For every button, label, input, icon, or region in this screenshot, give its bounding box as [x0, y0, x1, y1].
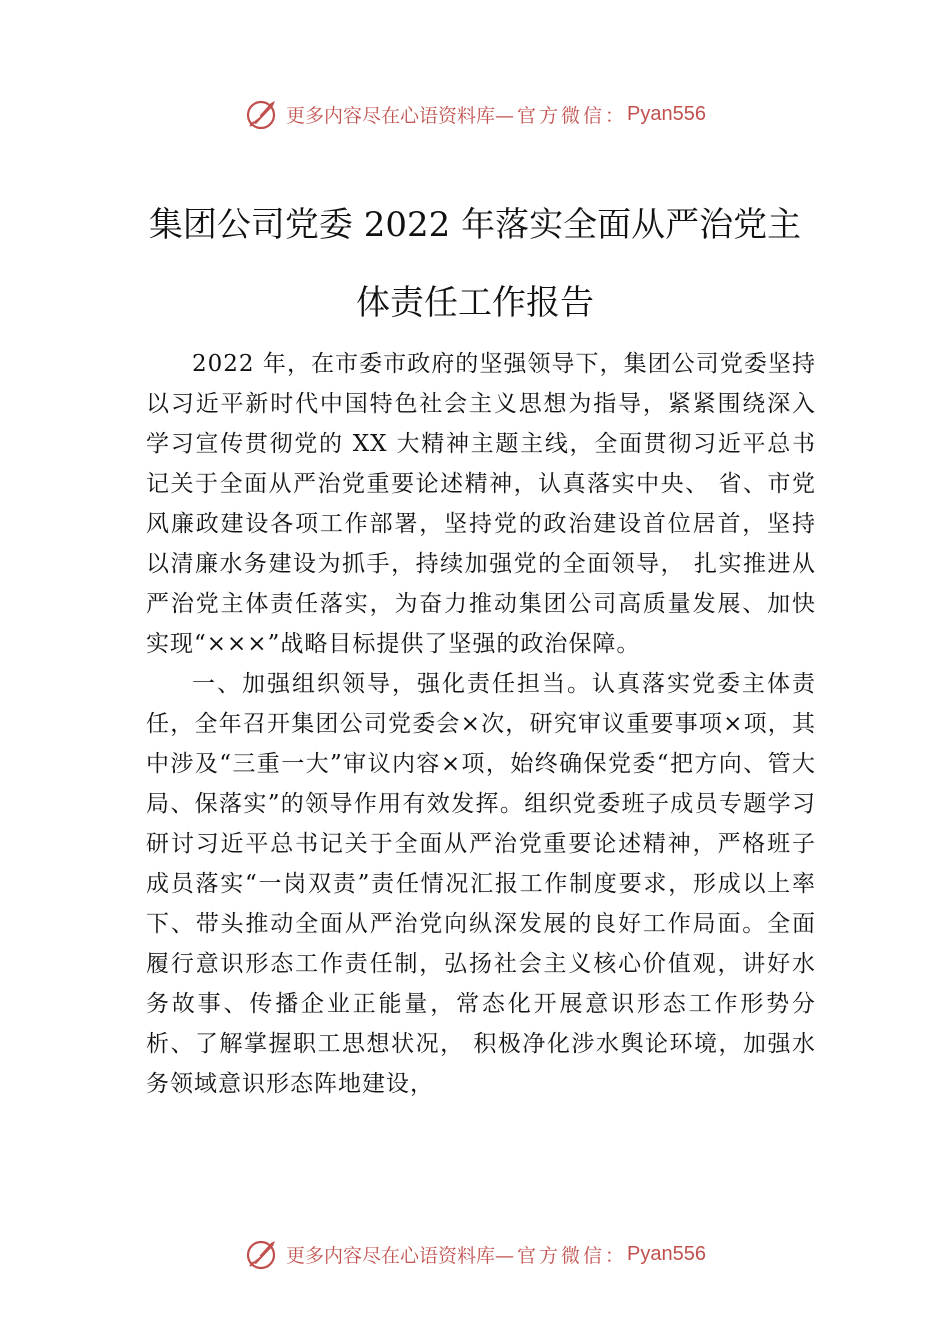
- banner-text: 更多内容尽在心语资料库: [286, 1244, 496, 1267]
- header-banner: [0, 92, 950, 136]
- paragraph-intro: 2022 年，在市委市政府的坚强领导下，集团公司党委坚持以习近平新时代中国特色社会主义思想为指导，紧紧围绕深入学习宣传贯彻党的 XX 大精神主题主线，全面贯彻习近平总书记关于全面从严治党重要论述精神，认真落实中央、 省、市党风廉政建设各项工作部署，坚持党的政治建设首位居首，坚持以清廉水务建设为抓手，持续加强党的全面领导， 扎实推进从严治党主体责任落实，为奋力推动集团公司高质量发展、加快实现“×××”战略目标提供了坚强的政治保障。: [146, 351, 816, 657]
- banner-wechat-id: Pyan556: [627, 1242, 706, 1265]
- document-body: [146, 344, 816, 1104]
- banner-wechat-label: —官方微信：: [495, 104, 628, 127]
- banner-wechat-id: Pyan556: [627, 102, 706, 125]
- paragraph-section-1: 一、加强组织领导，强化责任担当。认真落实党委主体责任，全年召开集团公司党委会×次，研究审议重要事项×项，其中涉及“三重一大”审议内容×项，始终确保党委“把方向、管大局、保落实”的领导作用有效发挥。组织党委班子成员专题学习研讨习近平总书记关于全面从严治党重要论述精神，严格班子成员落实“一岗双责”责任情况汇报工作制度要求，形成以上率下、带头推动全面从严治党向纵深发展的良好工作局面。全面履行意识形态工作责任制，弘扬社会主义核心价值观，讲好水务故事、传播企业正能量，常态化开展意识形态工作形势分析、了解掌握职工思想状况， 积极净化涉水舆论环境，加强水务领域意识形态阵地建设，: [146, 671, 816, 1097]
- banner-wechat-label: —官方微信：: [495, 1244, 628, 1267]
- document-title: [100, 186, 850, 342]
- footer-banner: [0, 1232, 950, 1276]
- title-line-1: 集团公司党委 2022 年落实全面从严治党主: [148, 205, 802, 245]
- banner-text: 更多内容尽在心语资料库: [286, 104, 496, 127]
- quill-pen-logo-icon: [244, 1236, 280, 1272]
- title-line-2: 体责任工作报告: [356, 283, 594, 323]
- quill-pen-logo-icon: [244, 96, 280, 132]
